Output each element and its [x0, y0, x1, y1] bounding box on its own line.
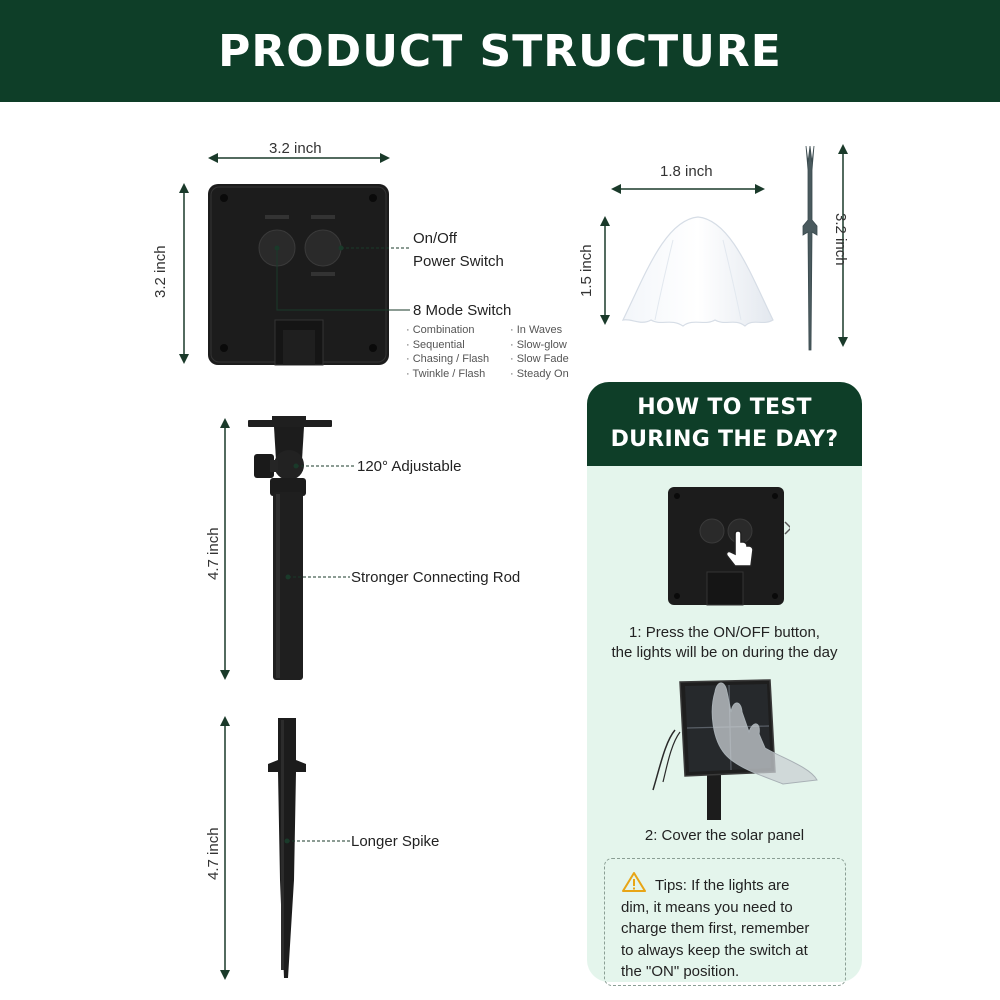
spike-drawing: [210, 710, 360, 990]
mode-switch-label: 8 Mode Switch: [413, 302, 512, 319]
header-banner: [0, 0, 1000, 102]
spike-label: Longer Spike: [351, 833, 440, 850]
step1-text: 1: Press the ON/OFF button, the lights will be on during the day: [611, 624, 838, 661]
modes-right-list: · In Waves · Slow-glow · Slow Fade · Steady On: [510, 324, 569, 380]
step2-text: 2: Cover the solar panel: [644, 827, 805, 844]
tips-line-3: charge them first, remember: [621, 920, 810, 937]
press-button-illustration: [665, 484, 790, 608]
solar-box-width-dim: 3.2 inch: [269, 140, 322, 157]
modes-left-list: · Combination · Sequential · Chasing / Flash · Twinkle / Flash: [406, 324, 490, 380]
solar-box-height-dim: 3.2 inch: [152, 245, 169, 298]
cover-panel-illustration: [645, 672, 825, 820]
shade-width-dim: 1.8 inch: [660, 163, 713, 180]
shade-height-dim: 1.5 inch: [578, 244, 595, 297]
tips-line-1: Tips: If the lights are: [655, 877, 790, 894]
tips-box: [604, 858, 846, 986]
page-title: PRODUCT STRUCTURE: [218, 25, 782, 77]
test-panel-header: [587, 382, 862, 466]
adjustable-label: 120° Adjustable: [357, 458, 462, 475]
onoff-switch-label: On/Off Power Switch: [413, 230, 504, 270]
spike-height-dim: 4.7 inch: [205, 827, 222, 880]
stake-height-dim: 3.2 inch: [832, 213, 849, 266]
tips-line-5: the "ON" position.: [621, 963, 740, 980]
tips-line-4: to always keep the switch at: [621, 941, 808, 959]
test-panel-title-line1: HOW TO TEST: [637, 395, 812, 420]
tips-line-2: dim, it means you need to: [621, 898, 793, 916]
lamp-shade-drawing: [575, 180, 785, 340]
connecting-rod-drawing: [210, 410, 360, 690]
rod-height-dim: 4.7 inch: [205, 527, 222, 580]
test-panel-title-line2: DURING THE DAY?: [610, 427, 839, 452]
rod-label: Stronger Connecting Rod: [351, 569, 521, 586]
warning-icon: [621, 871, 647, 893]
solar-box-drawing: [160, 140, 420, 380]
